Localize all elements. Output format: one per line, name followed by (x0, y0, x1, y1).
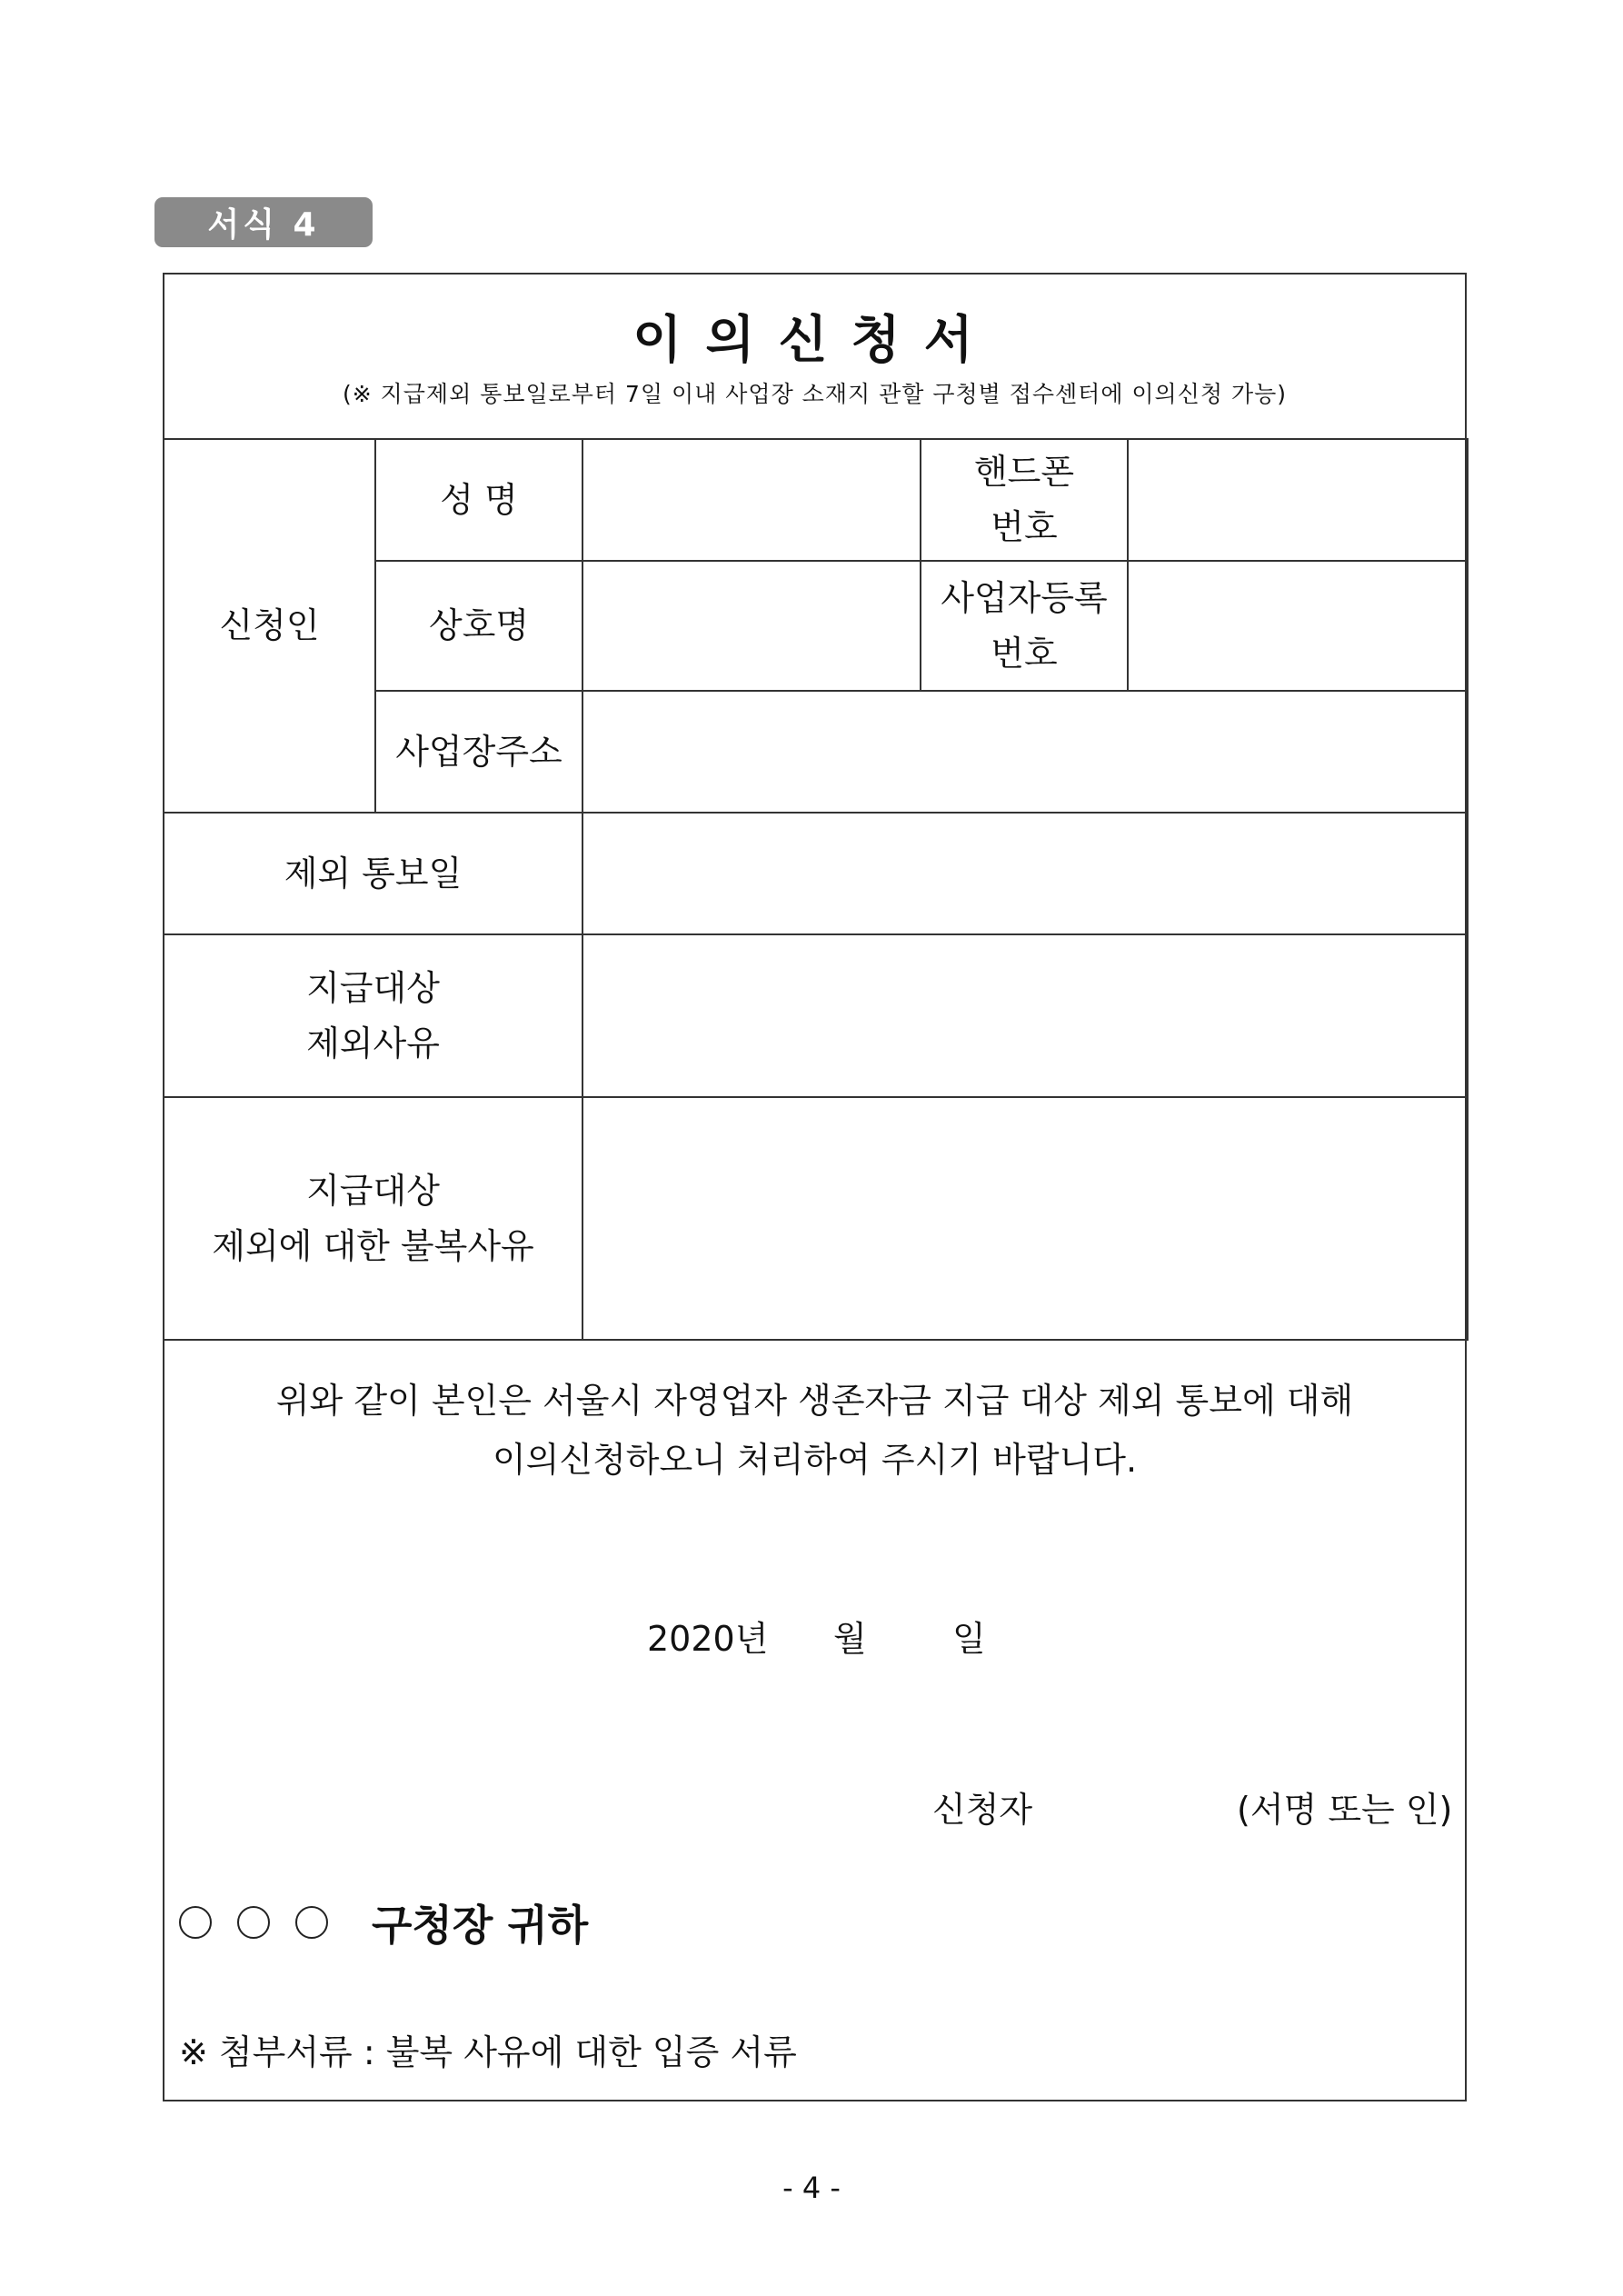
business-registration-label-line1: 사업자등록 (941, 577, 1108, 618)
declaration-line1: 위와 같이 본인은 서울시 자영업자 생존자금 지급 대상 제외 통보에 대해 (275, 1381, 1354, 1421)
date-month: 월 (833, 1619, 867, 1659)
business-registration-label-line2: 번호 (991, 633, 1058, 674)
exclusion-reason-label-line2: 제외사유 (306, 1023, 440, 1063)
name-label: 성 명 (375, 439, 582, 561)
applicant-label: 신청인 (164, 439, 375, 813)
objection-form (163, 273, 1467, 2101)
business-name-label: 상호명 (375, 561, 582, 691)
recipient-line (179, 1892, 588, 1952)
phone-label (921, 439, 1128, 561)
date-line (164, 1611, 1465, 1665)
name-field[interactable] (582, 439, 921, 561)
objection-reason-label-line1: 지급대상 (306, 1170, 440, 1211)
form-number-badge: 서식 4 (154, 197, 373, 247)
blank-circle-icon (237, 1906, 270, 1939)
objection-reason-label-line2: 제외에 대한 불복사유 (212, 1225, 534, 1266)
business-address-field[interactable] (582, 691, 1468, 813)
business-registration-field[interactable] (1128, 561, 1468, 691)
exclusion-reason-label (164, 934, 582, 1097)
applicant-info-table (163, 438, 1469, 1341)
page-number: - 4 - (782, 2171, 841, 2205)
objection-reason-label (164, 1097, 582, 1340)
blank-circle-icon (179, 1906, 212, 1939)
filing-notice: (※ 지급제외 통보일로부터 7일 이내 사업장 소재지 관할 구청별 접수센터에 이의신청 가능) (342, 381, 1288, 407)
phone-field[interactable] (1128, 439, 1468, 561)
business-address-label: 사업장주소 (375, 691, 582, 813)
attachment-note: ※ 첨부서류 : 불복 사유에 대한 입증 서류 (179, 2032, 797, 2072)
phone-label-line1: 핸드폰 (973, 452, 1075, 493)
phone-label-line2: 번호 (991, 507, 1058, 547)
signature-hint: (서명 또는 인) (1237, 1790, 1453, 1830)
date-year: 2020년 (647, 1619, 769, 1659)
blank-circle-icon (295, 1906, 328, 1939)
date-day: 일 (952, 1619, 986, 1659)
exclusion-reason-label-line1: 지급대상 (306, 967, 440, 1008)
exclusion-date-label: 제외 통보일 (164, 813, 582, 934)
exclusion-reason-field[interactable] (582, 934, 1468, 1097)
declaration-line2: 이의신청하오니 처리하여 주시기 바랍니다. (492, 1439, 1138, 1480)
recipient-title: 구청장 귀하 (372, 1901, 589, 1950)
business-name-field[interactable] (582, 561, 921, 691)
business-registration-label (921, 561, 1128, 691)
form-title: 이의신청서 (632, 311, 997, 370)
exclusion-date-field[interactable] (582, 813, 1468, 934)
applicant-sign-label: 신청자 (932, 1790, 1033, 1830)
declaration-text (164, 1372, 1465, 1489)
objection-reason-field[interactable] (582, 1097, 1468, 1340)
